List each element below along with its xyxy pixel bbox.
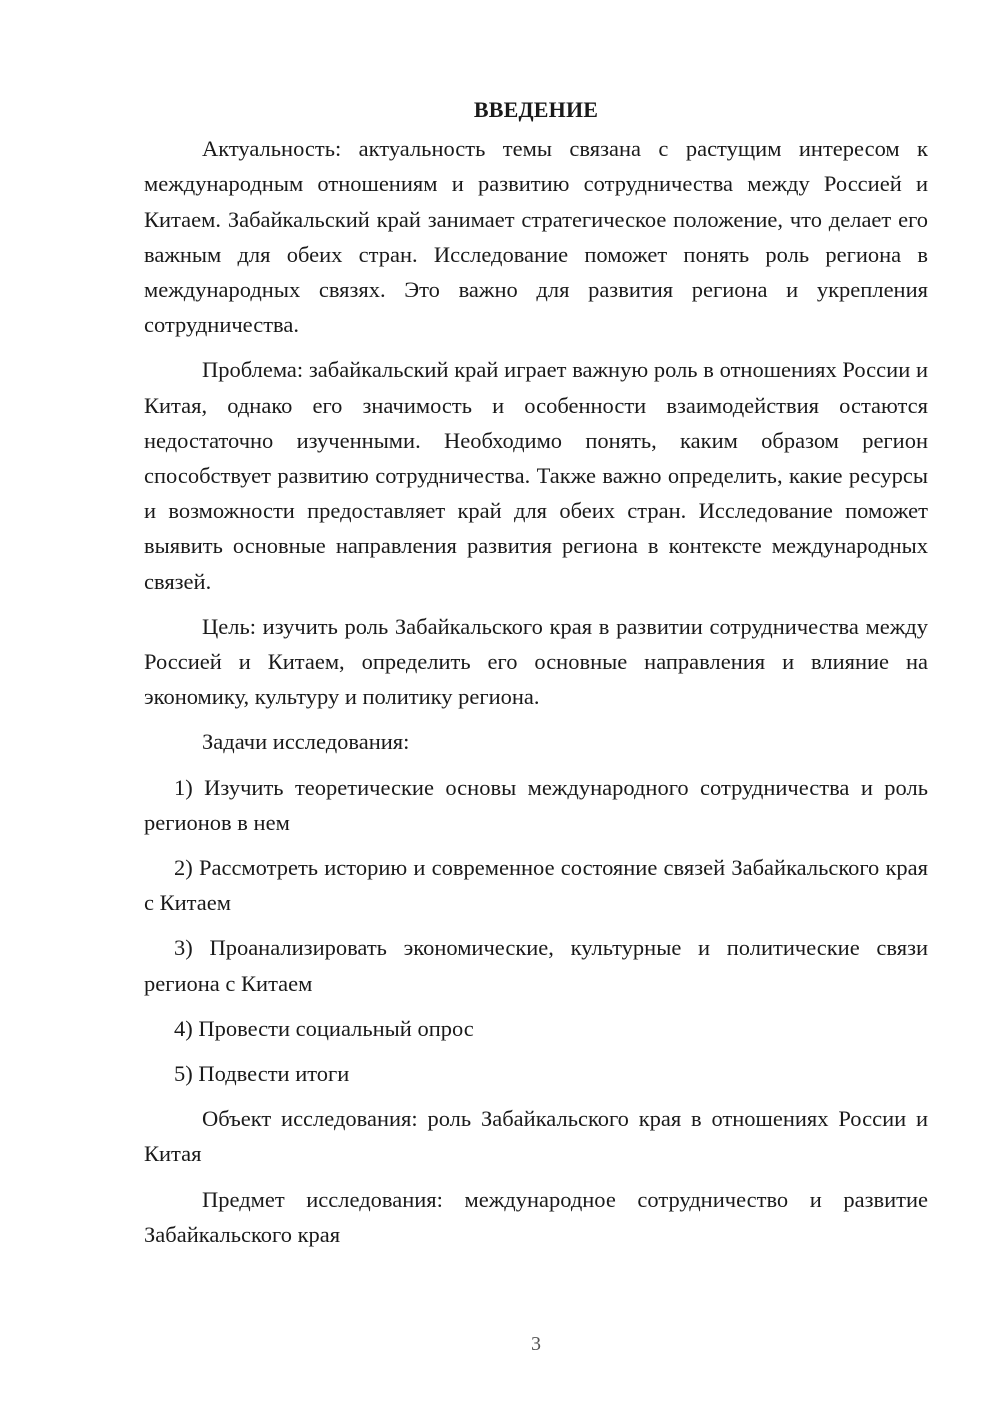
paragraph-relevance: Актуальность: актуальность темы связана с растущим интересом к международным отношениям и развитию сотрудничества между Россией и Китаем. Забайкальский край занимает стратегическое положение, что делает его важным для обеих стран. Исследование поможет понять роль региона в международных связях. Это важно для развития региона и укрепления сотрудничества.	[144, 136, 928, 338]
page-number: 3	[531, 1333, 541, 1355]
paragraph-problem: Проблема: забайкальский край играет важную роль в отношениях России и Китая, однако его значимость и особенности взаимодействия остаются недостаточно изученными. Необходимо понять, каким образом регион способствует развитию сотрудничества. Также важно определить, какие ресурсы и возможности предоставляет край для обеих стран. Исследование поможет выявить основные направления развития региона в контексте международных связей.	[144, 357, 928, 594]
paragraph-goal: Цель: изучить роль Забайкальского края в развитии сотрудничества между Россией и Китаем, определить его основные направления и влияние на экономику, культуру и политику региона.	[144, 613, 928, 710]
paragraph-object: Объект исследования: роль Забайкальского края в отношениях России и Китая	[144, 1106, 928, 1167]
task-item-4: 4) Провести социальный опрос	[174, 1015, 474, 1041]
task-item-2: 2) Рассмотреть историю и современное состояние связей Забайкальского края с Китаем	[144, 855, 928, 916]
paragraph-subject: Предмет исследования: международное сотрудничество и развитие Забайкальского края	[144, 1186, 928, 1247]
task-item-3: 3) Проанализировать экономические, культурные и политические связи региона с Китаем	[144, 935, 928, 996]
task-item-1: 1) Изучить теоретические основы международного сотрудничества и роль регионов в нем	[144, 774, 928, 835]
paragraph-tasks-title: Задачи исследования:	[202, 729, 410, 755]
section-heading: ВВЕДЕНИЕ	[473, 97, 599, 122]
page-content	[144, 92, 928, 1262]
task-item-5: 5) Подвести итоги	[174, 1061, 350, 1087]
